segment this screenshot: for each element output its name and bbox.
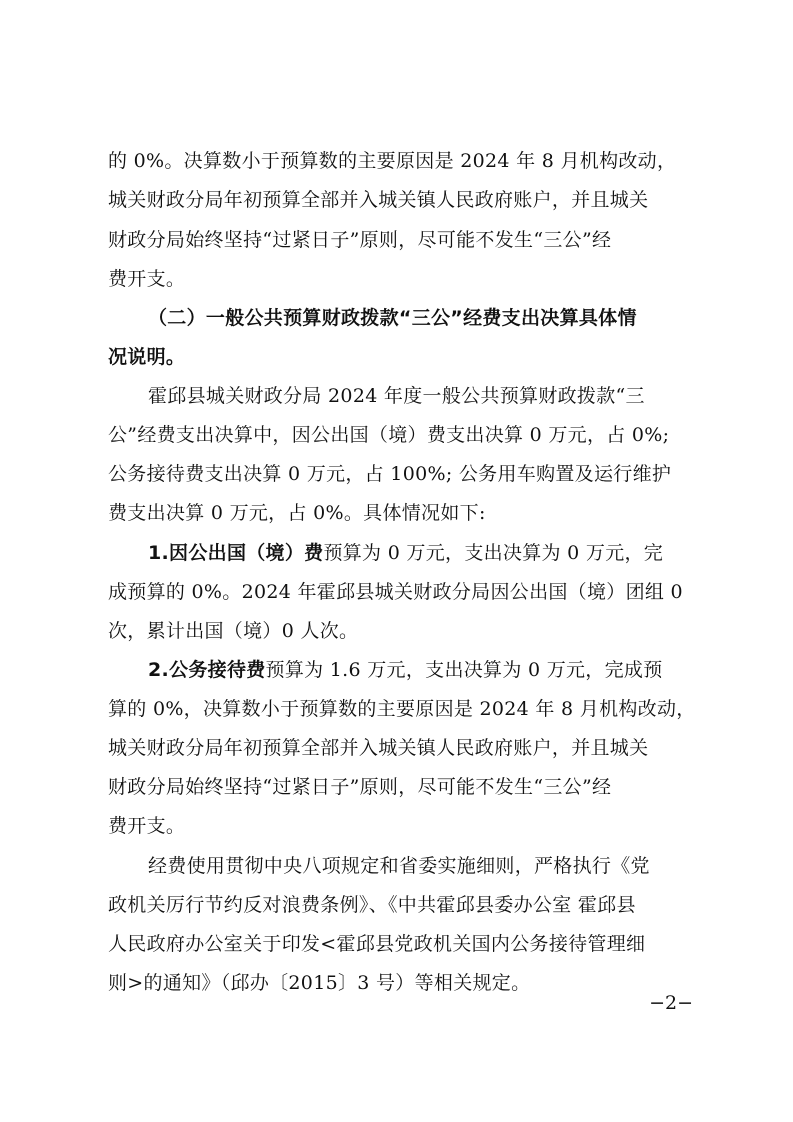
paragraph-line: 霍邱县城关财政分局 2024 年度一般公共预算财政拨款“三 — [148, 385, 645, 407]
paragraph-line: 公”经费支出决算中，因公出国（境）费支出决算 0 万元，占 0%; — [108, 424, 670, 446]
paragraph-line: 费开支。 — [108, 268, 186, 290]
section-heading: 况说明。 — [108, 346, 186, 368]
paragraph-line: 城关财政分局年初预算全部并入城关镇人民政府账户，并且城关 — [108, 737, 649, 759]
paragraph-line: 政机关厉行节约反对浪费条例》、《中共霍邱县委办公室 霍邱县 — [108, 894, 636, 916]
paragraph-line: 经费使用贯彻中央八项规定和省委实施细则，严格执行《党 — [148, 855, 650, 877]
item-text: 预算为 1.6 万元，支出决算为 0 万元，完成预 — [265, 659, 663, 681]
item-text: 预算为 0 万元，支出决算为 0 万元，完 — [323, 542, 664, 564]
section-heading: （二）一般公共预算财政拨款“三公”经费支出决算具体情 — [148, 307, 637, 329]
paragraph-line: 则>的通知》（邱办〔2015〕3 号）等相关规定。 — [108, 972, 531, 994]
item-label: 1.因公出国（境）费 — [148, 542, 324, 564]
paragraph-line: 人民政府办公室关于印发<霍邱县党政机关国内公务接待管理细 — [108, 933, 646, 955]
page-number: −2− — [649, 992, 693, 1014]
item-paragraph — [148, 542, 688, 564]
paragraph-line: 公务接待费支出决算 0 万元，占 100%; 公务用车购置及运行维护 — [108, 463, 672, 485]
paragraph-line: 的 0%。决算数小于预算数的主要原因是 2024 年 8 月机构改动， — [108, 150, 677, 172]
item-label: 2.公务接待费 — [148, 659, 266, 681]
paragraph-line: 费支出决算 0 万元，占 0%。具体情况如下: — [108, 502, 486, 524]
paragraph-line: 成预算的 0%。2024 年霍邱县城关财政分局因公出国（境）团组 0 — [108, 581, 683, 603]
paragraph-line: 财政分局始终坚持“过紧日子”原则，尽可能不发生“三公”经 — [108, 776, 612, 798]
item-paragraph — [148, 659, 688, 681]
paragraph-line: 算的 0%，决算数小于预算数的主要原因是 2024 年 8 月机构改动， — [108, 698, 696, 720]
paragraph-line: 城关财政分局年初预算全部并入城关镇人民政府账户，并且城关 — [108, 189, 649, 211]
paragraph-line: 费开支。 — [108, 815, 186, 837]
paragraph-line: 财政分局始终坚持“过紧日子”原则，尽可能不发生“三公”经 — [108, 229, 612, 251]
paragraph-line: 次，累计出国（境）0 人次。 — [108, 620, 359, 642]
